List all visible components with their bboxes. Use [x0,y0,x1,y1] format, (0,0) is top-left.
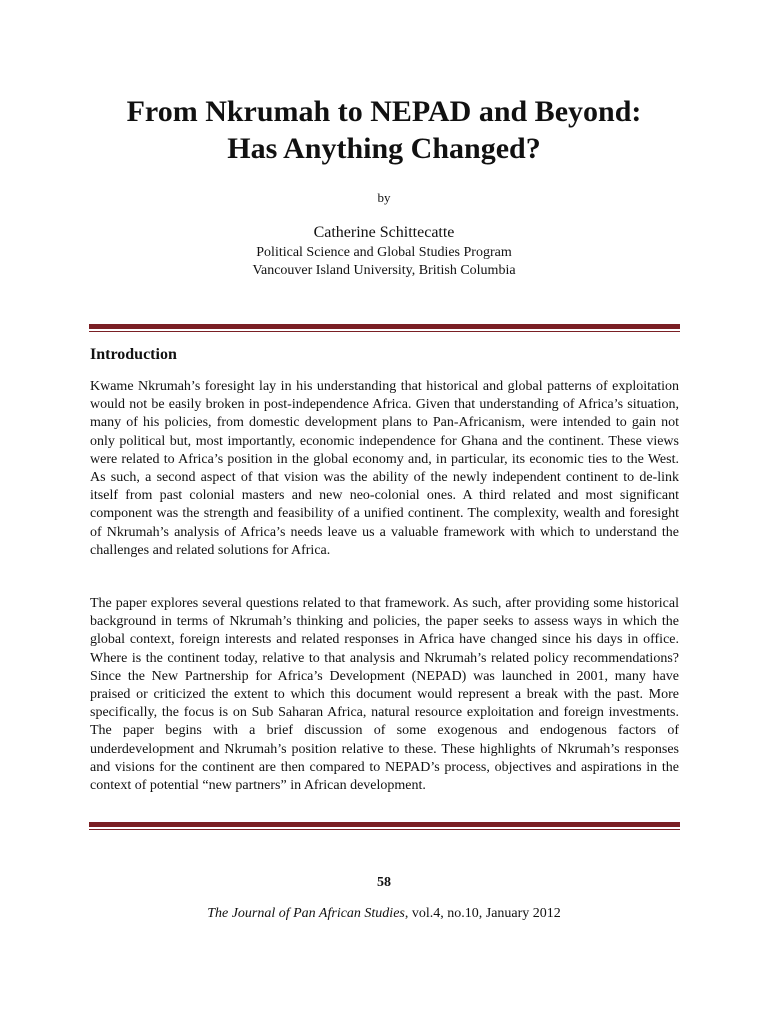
title-line-2: Has Anything Changed? [227,132,541,165]
top-divider-thin [89,331,680,332]
top-divider [89,324,680,332]
intro-paragraph-1: Kwame Nkrumah’s foresight lay in his understanding that historical and global patterns of exploitation would not be easily broken in post-independence Africa. Given that understanding of Africa’s situation, many of his policies, from domestic development plans to Pan-Africanism, were intended to gain not only political but, most importantly, economic independence for Ghana and the continent. These views were related to Africa’s position in the global economy and, in particular, its economic ties to the West. As such, a second aspect of that vision was the ability of the newly independent continent to de-link itself from past colonial masters and new neo-colonial ones. A third related and most significant component was the strength and feasibility of a unified continent. The complexity, wealth and foresight of Nkrumah’s analysis of Africa’s needs leave us a valuable framework with which to understand the challenges and related solutions for Africa. [90,379,679,558]
affiliation-university: Vancouver Island University, British Columbia [252,263,516,278]
byline: by [377,190,391,205]
bottom-divider-thick [89,822,680,827]
section-heading: Introduction [90,346,177,363]
bottom-divider [89,822,680,830]
journal-issue: , vol.4, no.10, January 2012 [404,906,561,921]
author-name: Catherine Schittecatte [313,224,455,241]
paper-title [0,93,768,167]
bottom-divider-thin [89,829,680,830]
journal-citation [0,905,768,923]
top-divider-thick [89,324,680,329]
affiliation-program: Political Science and Global Studies Program [256,245,512,260]
title-line-1: From Nkrumah to NEPAD and Beyond: [126,95,642,128]
page-number: 58 [377,875,391,890]
intro-paragraph-2: The paper explores several questions related to that framework. As such, after providing some historical background in terms of Nkrumah’s thinking and policies, the paper seeks to assess ways in which the global context, foreign interests and related responses in Africa have changed since his days in office. Where is the continent today, relative to that analysis and Nkrumah’s related policy recommendations? Since the New Partnership for Africa’s Development (NEPAD) was launched in 2001, many have praised or criticized the extent to which this document would represent a break with the past. More specifically, the focus is on Sub Saharan Africa, natural resource exploitation and foreign investments. The paper begins with a brief discussion of some exogenous and endogenous factors of underdevelopment and Nkrumah’s position relative to these. These highlights of Nkrumah’s responses and visions for the continent are then compared to NEPAD’s process, objectives and aspirations in the context of potential “new partners” in African development. [90,596,679,794]
journal-name: The Journal of Pan African Studies [207,906,405,921]
